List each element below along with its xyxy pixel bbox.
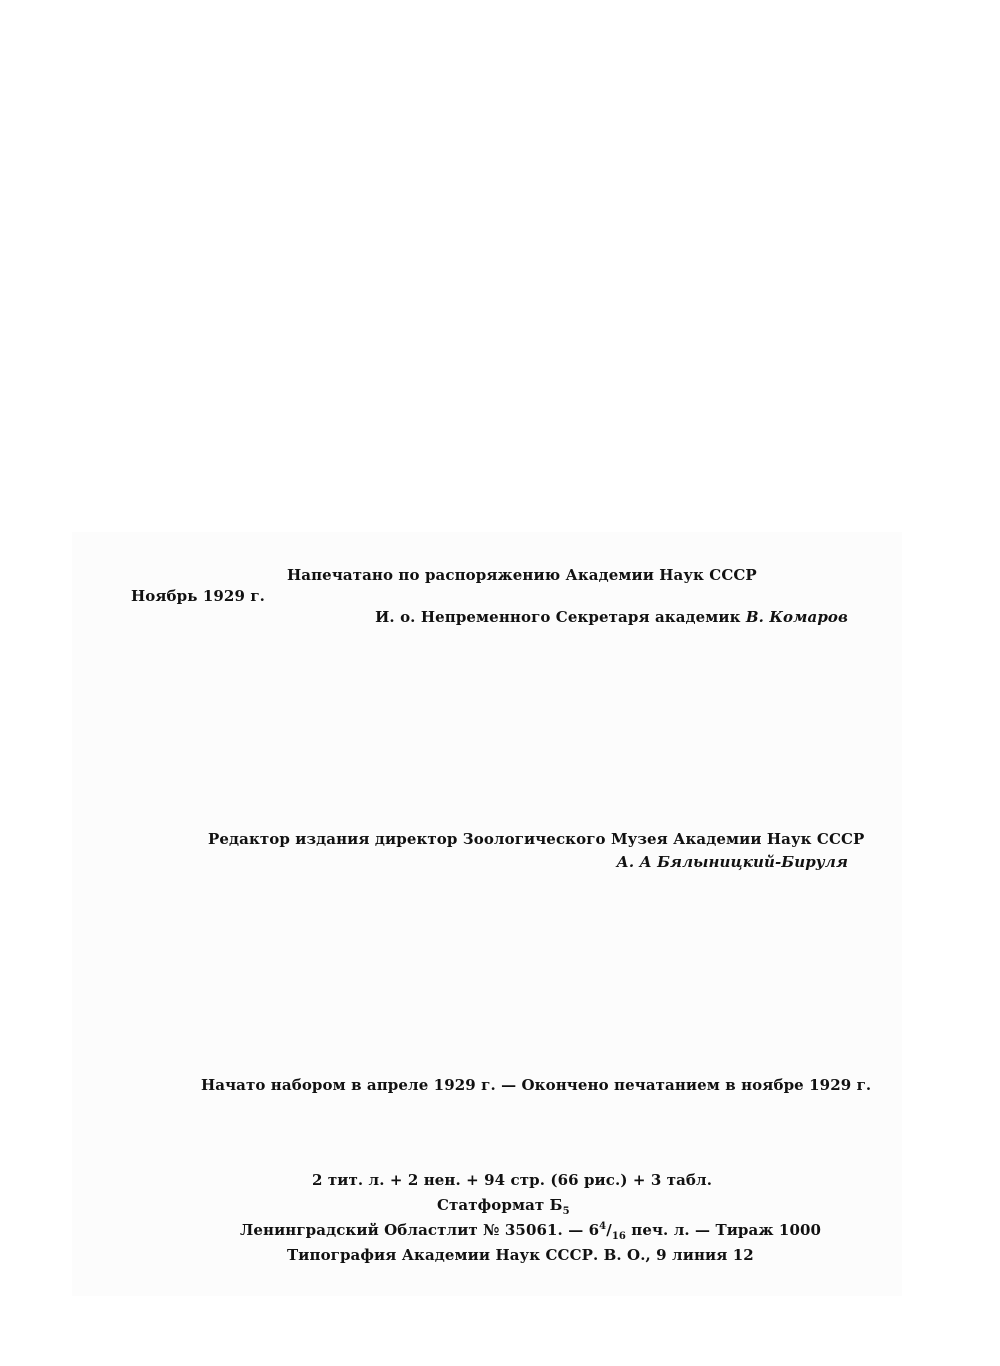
format-subscript: 5 (562, 1206, 570, 1217)
license-prefix: Ленинградский Областлит № 35061. — 6 (240, 1221, 600, 1239)
printed-by-order-line: Напечатано по распоряжению Академии Наук СССР (287, 566, 757, 584)
editor-title-line: Редактор издания директор Зоологического Музея Академии Наук СССР (208, 830, 865, 848)
sheets-denominator: 16 (611, 1231, 626, 1242)
license-line: Ленинградский Областлит № 35061. — $6^4/_{16}$ печ. л. — Тираж 1000 (240, 1221, 822, 1242)
sheets-numerator: 4 (599, 1221, 607, 1232)
printer-line: Типография Академии Наук СССР. В. О., 9 линия 12 (287, 1246, 754, 1264)
license-suffix: печ. л. — Тираж 1000 (625, 1221, 822, 1239)
secretary-name: В. Комаров (745, 608, 848, 626)
typesetting-dates-line: Начато набором в апреле 1929 г. — Окончено печатанием в ноябре 1929 г. (201, 1076, 872, 1094)
volume-line: 2 тит. л. + 2 нен. + 94 стр. (66 рис.) + 3 табл. (312, 1171, 713, 1189)
format-label: Статформат Б (437, 1196, 563, 1214)
format-line (437, 1196, 570, 1217)
publication-date: Ноябрь 1929 г. (131, 587, 265, 605)
secretary-title: И. о. Непременного Секретаря академик (375, 608, 741, 626)
editor-name: А. А Бялыницкий-Бируля (616, 853, 848, 871)
secretary-signature-line (375, 608, 848, 626)
